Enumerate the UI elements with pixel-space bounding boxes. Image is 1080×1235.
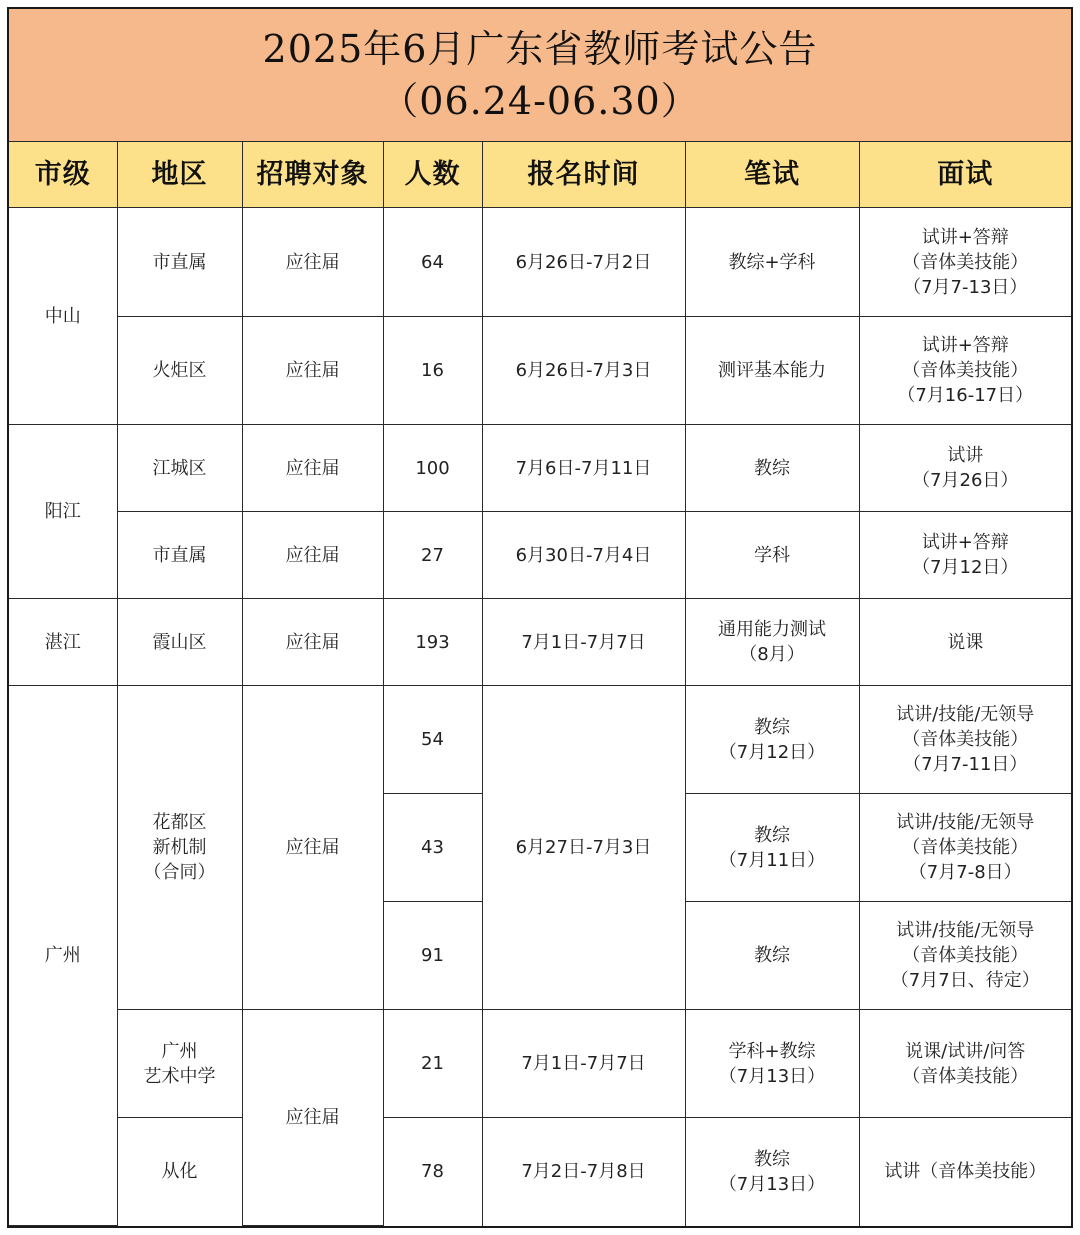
interview-line: （7月16-17日）: [897, 385, 1034, 406]
header-target: 招聘对象: [242, 142, 383, 208]
interview-line: 试讲（音体美技能）: [884, 1161, 1047, 1183]
written-cell: [685, 794, 859, 902]
area-cell: 霞山区: [117, 599, 242, 686]
interview-line: 说课/试讲/问答: [905, 1040, 1026, 1062]
target-cell: 应往届: [242, 425, 383, 512]
announcement-card: [7, 7, 1073, 1228]
target-cell: 应往届: [242, 686, 383, 1010]
area-cell: 市直属: [117, 208, 242, 317]
table-row: [9, 1010, 1071, 1118]
written-line: 学科+教综: [728, 1040, 816, 1062]
title-banner: [9, 9, 1071, 142]
interview-line: （音体美技能）: [902, 1065, 1029, 1087]
area-cell: 江城区: [117, 425, 242, 512]
interview-line: （音体美技能）: [902, 251, 1029, 273]
table-row: [9, 317, 1071, 425]
written-line: （7月11日）: [718, 849, 826, 871]
interview-line: 试讲+答辩: [921, 335, 1009, 356]
city-cell: 中山: [9, 208, 117, 425]
interview-cell: [859, 512, 1071, 599]
written-cell: [685, 512, 859, 599]
interview-line: （音体美技能）: [902, 837, 1029, 858]
area-cell: 从化: [117, 1118, 242, 1226]
table-row: [9, 686, 1071, 794]
interview-cell: [859, 686, 1071, 794]
header-count: 人数: [383, 142, 482, 208]
interview-cell: [859, 317, 1071, 425]
count-cell: 193: [383, 599, 482, 686]
written-cell: [685, 317, 859, 425]
page-title: 2025年6月广东省教师考试公告: [262, 27, 818, 71]
area-cell: [117, 1010, 242, 1118]
interview-line: 试讲/技能/无领导: [896, 704, 1035, 725]
written-line: 教综: [754, 824, 790, 846]
signup-cell: 6月27日-7月3日: [482, 686, 685, 1010]
header-written: 笔试: [685, 142, 859, 208]
interview-line: 试讲/技能/无领导: [896, 812, 1035, 833]
written-line: （7月12日）: [718, 741, 826, 763]
written-line: 通用能力测试: [718, 619, 826, 640]
table-row: [9, 599, 1071, 686]
target-cell: 应往届: [242, 317, 383, 425]
count-cell: 78: [383, 1118, 482, 1226]
interview-cell: [859, 425, 1071, 512]
count-cell: 16: [383, 317, 482, 425]
area-cell: 火炬区: [117, 317, 242, 425]
written-cell: [685, 686, 859, 794]
table-row: [9, 208, 1071, 317]
interview-line: 试讲: [947, 445, 984, 466]
interview-line: 试讲+答辩: [921, 532, 1009, 553]
signup-cell: 6月26日-7月2日: [482, 208, 685, 317]
written-line: 教综: [754, 1148, 790, 1170]
written-line: 教综+学科: [728, 251, 816, 273]
count-cell: 100: [383, 425, 482, 512]
header-area: 地区: [117, 142, 242, 208]
written-cell: [685, 208, 859, 317]
written-cell: [685, 1010, 859, 1118]
interview-line: （7月26日）: [912, 470, 1019, 491]
city-cell: 阳江: [9, 425, 117, 599]
written-cell: [685, 425, 859, 512]
interview-line: 试讲/技能/无领导: [896, 920, 1035, 941]
area-line: 艺术中学: [143, 1065, 216, 1087]
area-cell: [117, 686, 242, 1010]
target-cell: 应往届: [242, 208, 383, 317]
written-line: 教综: [754, 457, 790, 479]
interview-cell: [859, 208, 1071, 317]
interview-line: 说课: [947, 631, 984, 653]
target-cell: 应往届: [242, 512, 383, 599]
count-cell: 43: [383, 794, 482, 902]
target-cell: 应往届: [242, 1010, 383, 1226]
signup-cell: 7月6日-7月11日: [482, 425, 685, 512]
signup-cell: 7月1日-7月7日: [482, 599, 685, 686]
interview-line: （7月12日）: [912, 557, 1019, 578]
area-line: （合同）: [143, 862, 216, 883]
count-cell: 21: [383, 1010, 482, 1118]
signup-cell: 6月26日-7月3日: [482, 317, 685, 425]
count-cell: 64: [383, 208, 482, 317]
interview-line: （7月7日、待定）: [890, 970, 1040, 991]
written-line: 教综: [754, 716, 790, 738]
count-cell: 27: [383, 512, 482, 599]
area-line: 花都区: [152, 812, 207, 833]
interview-cell: [859, 794, 1071, 902]
written-line: （8月）: [739, 644, 805, 665]
signup-cell: 7月2日-7月8日: [482, 1118, 685, 1226]
written-line: 学科: [754, 544, 790, 566]
interview-line: （7月7-13日）: [903, 276, 1028, 298]
signup-cell: 7月1日-7月7日: [482, 1010, 685, 1118]
area-line: 新机制: [152, 837, 207, 858]
header-signup: 报名时间: [482, 142, 685, 208]
written-line: （7月13日）: [718, 1173, 826, 1195]
written-cell: [685, 1118, 859, 1226]
header-interview: 面试: [859, 142, 1071, 208]
count-cell: 54: [383, 686, 482, 794]
count-cell: 91: [383, 902, 482, 1010]
area-cell: 市直属: [117, 512, 242, 599]
table-row: [9, 512, 1071, 599]
interview-cell: [859, 902, 1071, 1010]
table-row: [9, 1118, 1071, 1226]
area-line: 广州: [161, 1040, 198, 1062]
interview-cell: [859, 1118, 1071, 1226]
signup-cell: 6月30日-7月4日: [482, 512, 685, 599]
interview-line: （音体美技能）: [902, 360, 1029, 381]
city-cell: 广州: [9, 686, 117, 1226]
interview-line: （7月7-8日）: [908, 862, 1022, 883]
date-range: （06.24-06.30）: [380, 79, 700, 123]
written-line: （7月13日）: [718, 1065, 826, 1087]
interview-line: （音体美技能）: [902, 729, 1029, 750]
target-cell: 应往届: [242, 599, 383, 686]
written-cell: [685, 599, 859, 686]
interview-cell: [859, 1010, 1071, 1118]
written-cell: [685, 902, 859, 1010]
interview-cell: [859, 599, 1071, 686]
interview-line: 试讲+答辩: [921, 226, 1009, 248]
written-line: 教综: [754, 945, 790, 966]
interview-line: （7月7-11日）: [903, 754, 1028, 775]
table-row: [9, 425, 1071, 512]
written-line: 测评基本能力: [718, 360, 826, 381]
table-header-row: [9, 142, 1071, 208]
recruitment-table: [9, 142, 1071, 1226]
interview-line: （音体美技能）: [902, 945, 1029, 966]
city-cell: 湛江: [9, 599, 117, 686]
header-city: 市级: [9, 142, 117, 208]
